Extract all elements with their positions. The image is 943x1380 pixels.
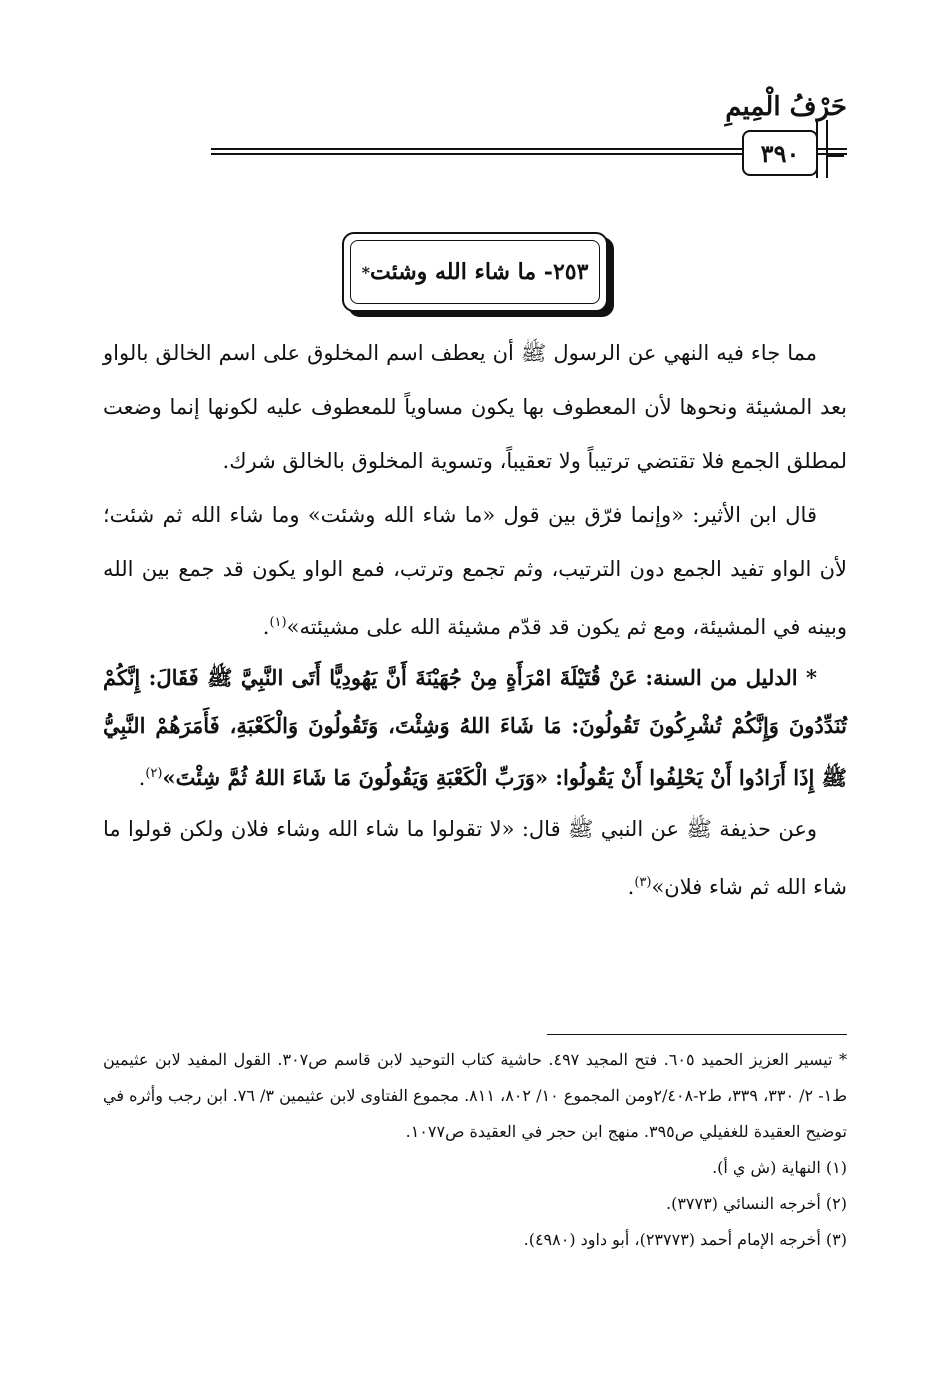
- paragraph-ibn-athir: [103, 488, 847, 654]
- section-title-text: ٢٥٣- ما شاء الله وشئت: [370, 259, 589, 285]
- footnote-ref-1: (١): [269, 615, 287, 630]
- paragraph-hudhayfa-end: .: [627, 875, 635, 899]
- page-number: ٣٩٠: [742, 130, 818, 176]
- footnote-rule: [547, 1034, 847, 1035]
- footnote-3: (٣) أخرجه الإمام أحمد (٢٣٧٧٣)، أبو داود (٤٩٨٠).: [523, 1230, 847, 1249]
- paragraph-ibn-athir-text: قال ابن الأثير: «وإنما فرّق بين قول «ما شاء الله وشئت» وما شاء الله ثم شئت؛ لأن الواو تفيد الجمع دون الترتيب، وثم تجمع وترتب، فمع الواو يكون قد جمع بين الله وبينه في المشيئة، ومع ثم يكون قد قدّم مشيئة الله على مشيئته»: [103, 503, 847, 639]
- paragraph-hudhayfa-text: وعن حذيفة ﷺ عن النبي ﷺ قال: «لا تقولوا ما شاء الله وشاء فلان ولكن قولوا ما شاء الله ثم شاء فلان»: [103, 817, 847, 899]
- footnote-ref-2: (٢): [145, 766, 163, 781]
- paragraph-evidence-end: .: [138, 766, 146, 790]
- section-title-frame: [342, 232, 608, 312]
- footnote-1: (١) النهاية (ش ي أ).: [712, 1158, 847, 1177]
- section-title: [350, 240, 600, 304]
- page-number-ornament-lines: [826, 148, 844, 157]
- section-title-mark: *: [361, 262, 370, 282]
- paragraph-intro: مما جاء فيه النهي عن الرسول ﷺ أن يعطف اسم المخلوق على اسم الخالق بالواو بعد المشيئة ونحوها لأن المعطوف بها يكون مساوياً للمعطوف عليه لكونها إنما وضعت لمطلق الجمع فلا تقتضي ترتيباً ولا تعقيباً، وتسوية المخلوق بالخالق شرك.: [103, 341, 847, 473]
- running-head-title: حَرْفُ الْمِيمِ: [725, 92, 847, 122]
- footnotes: [103, 1042, 847, 1258]
- paragraph-evidence: [103, 654, 847, 802]
- footnote-2: (٢) أخرجه النسائي (٣٧٧٣).: [665, 1194, 847, 1213]
- body-text: [103, 326, 847, 914]
- footnote-sources: * تيسير العزيز الحميد ٦٠٥. فتح المجيد ٤٩٧. حاشية كتاب التوحيد لابن قاسم ص٣٠٧. القول المفيد لابن عثيمين ط١- ٢/ ٣٣٠، ٣٣٩، ط٢-٢/٤٠٨ومن المجموع ١٠/ ٨٠٢، ٨١١. مجموع الفتاوى لابن عثيمين ٣/ ٧٦. ابن رجب وأثره في توضيح العقيدة للغفيلي ص٣٩٥. منهج ابن حجر في العقيدة ص١٠٧٧.: [103, 1050, 848, 1141]
- paragraph-ibn-athir-end: .: [262, 615, 270, 639]
- footnote-ref-3: (٣): [634, 875, 652, 890]
- evidence-hadith-text: عَنْ قُتَيْلَةَ امْرَأَةٍ مِنْ جُهَيْنَةَ أَنَّ يَهُودِيًّا أَتَى النَّبِيَّ ﷺ فَقَالَ: إِنَّكُمْ تُنَدِّدُونَ وَإِنَّكُمْ تُشْرِكُونَ تَقُولُونَ: مَا شَاءَ اللهُ وَشِئْتَ، وَتَقُولُونَ وَالْكَعْبَةِ، فَأَمَرَهُمْ النَّبِيُّ ﷺ إِذَا أَرَادُوا أَنْ يَحْلِفُوا أَنْ يَقُولُوا: «وَرَبِّ الْكَعْبَةِ وَيَقُولُونَ مَا شَاءَ اللهُ ثُمَّ شِئْتَ»: [103, 665, 847, 790]
- evidence-lead: * الدليل من السنة:: [645, 665, 817, 690]
- paragraph-hudhayfa: [103, 802, 847, 914]
